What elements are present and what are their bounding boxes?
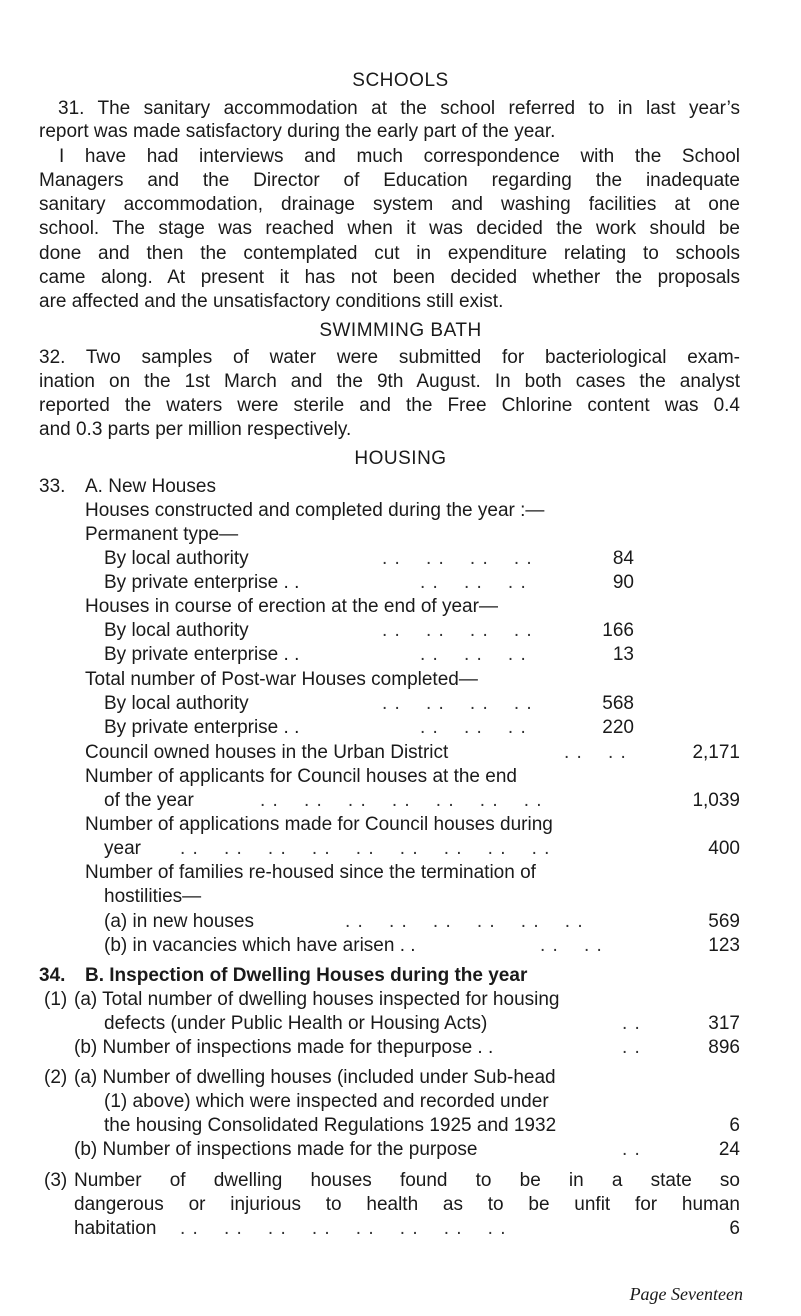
item-text: dangerous or injurious to health as to be unfit for human xyxy=(74,1194,740,1215)
leader-dots: . . xyxy=(622,1013,641,1034)
leader-dots: . . . . . . . . xyxy=(382,693,533,714)
item-text: (a) Total number of dwelling houses inspected for housing xyxy=(74,989,560,1010)
postwar-label: Total number of Post-war Houses completed— xyxy=(85,669,478,690)
row-label: By local authority xyxy=(104,693,249,714)
leader-dots: . . . . . . . . . . . . . . . . xyxy=(180,1218,507,1239)
leader-dots: . . . . . . . . . . . . xyxy=(345,911,584,932)
value: 2,171 xyxy=(692,742,740,763)
value: 6 xyxy=(729,1218,740,1239)
section-title: B. Inspection of Dwelling Houses during the year xyxy=(85,965,528,986)
leader-dots: . . . . . . . . xyxy=(382,620,533,641)
item-text: (b) Number of inspections made for thepurpose . . xyxy=(74,1037,494,1058)
value: 6 xyxy=(729,1115,740,1136)
swimming-heading: SWIMMING BATH xyxy=(319,320,482,341)
rehoused-label: hostilities— xyxy=(104,886,202,907)
leader-dots: . . . . . . xyxy=(420,644,527,665)
item-text: defects (under Public Health or Housing Acts) xyxy=(104,1013,488,1034)
leader-dots: . . . . . . xyxy=(420,717,527,738)
item-text: (b) Number of inspections made for the purpose xyxy=(74,1139,478,1160)
row-label: (a) in new houses xyxy=(104,911,254,932)
value: 400 xyxy=(708,838,740,859)
applications-label: year xyxy=(104,838,141,859)
leader-dots: . . . . . . . . . . . . . . . . . . xyxy=(180,838,551,859)
value: 123 xyxy=(708,935,740,956)
value: 13 xyxy=(612,644,634,665)
section-number: 34. xyxy=(39,965,66,986)
item-text: (a) Number of dwelling houses (included under Sub-head xyxy=(74,1067,556,1088)
schools-para-line: school. The stage was reached when it was decided the work should be xyxy=(39,218,740,239)
housing-heading: HOUSING xyxy=(354,448,447,469)
value: 166 xyxy=(602,620,634,641)
schools-para-line: Managers and the Director of Education regarding the inadequate xyxy=(39,170,740,191)
council-owned-label: Council owned houses in the Urban District xyxy=(85,742,449,763)
swimming-para-line: and 0.3 parts per million respectively. xyxy=(39,419,352,440)
schools-para-line: are affected and the unsatisfactory conditions still exist. xyxy=(39,291,504,312)
item-number: (3) xyxy=(44,1170,68,1191)
value: 84 xyxy=(612,548,634,569)
applicants-label: Number of applicants for Council houses at the end xyxy=(85,766,517,787)
schools-para-line: report was made satisfactory during the early part of the year. xyxy=(39,121,556,142)
row-label: By local authority xyxy=(104,548,249,569)
row-label: By local authority xyxy=(104,620,249,641)
leader-dots: . . . . xyxy=(564,742,627,763)
leader-dots: . . . . . . xyxy=(420,572,527,593)
leader-dots: . . . . . . . . xyxy=(382,548,533,569)
value: 569 xyxy=(708,911,740,932)
page-footer: Page Seventeen xyxy=(629,1284,743,1304)
item-number: (1) xyxy=(44,989,68,1010)
item-text: Number of dwelling houses found to be in a state so xyxy=(74,1170,740,1191)
leader-dots: . . . . . . . . . . . . . . xyxy=(260,790,543,811)
value: 1,039 xyxy=(692,790,740,811)
permanent-label: Permanent type— xyxy=(85,524,239,545)
item-text: the housing Consolidated Regulations 1925 and 1932 xyxy=(104,1115,557,1136)
leader-dots: . . . . xyxy=(540,935,603,956)
value: 568 xyxy=(602,693,634,714)
value: 90 xyxy=(612,572,634,593)
schools-para-line: sanitary accommodation, drainage system and washing facilities at one xyxy=(39,194,740,215)
schools-para-line: 31. The sanitary accommodation at the school referred to in last year’s xyxy=(58,98,740,119)
erection-label: Houses in course of erection at the end of year— xyxy=(85,596,498,617)
constructed-label: Houses constructed and completed during the year :— xyxy=(85,500,545,521)
schools-para-line: came along. At present it has not been decided whether the proposals xyxy=(39,267,740,288)
row-label: By private enterprise . . xyxy=(104,644,300,665)
item-text: habitation xyxy=(74,1218,157,1239)
leader-dots: . . xyxy=(622,1139,641,1160)
applicants-label: of the year xyxy=(104,790,194,811)
item-text: (1) above) which were inspected and recorded under xyxy=(104,1091,549,1112)
value: 317 xyxy=(708,1013,740,1034)
item-number: (2) xyxy=(44,1067,68,1088)
swimming-para-line: 32. Two samples of water were submitted for bacteriological exam- xyxy=(39,347,740,368)
value: 896 xyxy=(708,1037,740,1058)
row-label: (b) in vacancies which have arisen . . xyxy=(104,935,416,956)
schools-para-line: I have had interviews and much correspondence with the School xyxy=(59,146,740,167)
schools-heading: SCHOOLS xyxy=(352,70,449,91)
swimming-para-line: ination on the 1st March and the 9th August. In both cases the analyst xyxy=(39,371,740,392)
leader-dots: . . xyxy=(622,1037,641,1058)
applications-label: Number of applications made for Council houses during xyxy=(85,814,553,835)
section-title: A. New Houses xyxy=(85,476,216,497)
row-label: By private enterprise . . xyxy=(104,717,300,738)
rehoused-label: Number of families re-housed since the termination of xyxy=(85,862,536,883)
section-number: 33. xyxy=(39,476,66,497)
value: 220 xyxy=(602,717,634,738)
swimming-para-line: reported the waters were sterile and the Free Chlorine content was 0.4 xyxy=(39,395,740,416)
schools-para-line: done and then the contemplated cut in expenditure relating to schools xyxy=(39,243,740,264)
value: 24 xyxy=(718,1139,740,1160)
row-label: By private enterprise . . xyxy=(104,572,300,593)
